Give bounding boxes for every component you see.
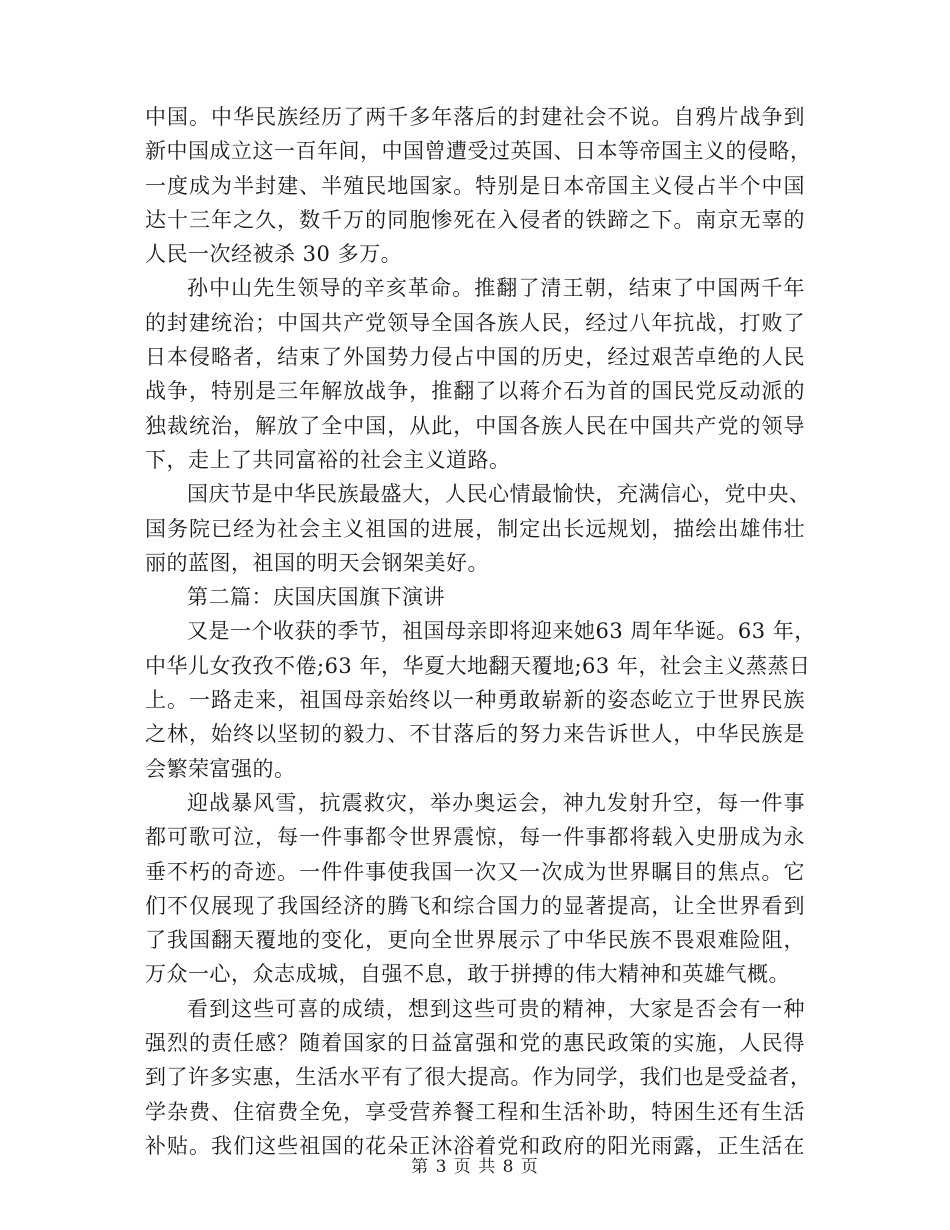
text-line: 一度成为半封建、半殖民地国家。特别是日本帝国主义侵占半个中国 [145, 173, 805, 198]
text-line: 会繁荣富强的。 [145, 756, 296, 781]
text-line: 孙中山先生领导的辛亥革命。推翻了清王朝，结束了中国两千年 [187, 276, 805, 301]
text-line: 国务院已经为社会主义祖国的进展，制定出长远规划，描绘出雄伟壮 [145, 516, 805, 541]
text-line: 又是一个收获的季节，祖国母亲即将迎来她63 周年华诞。63 年， [187, 619, 816, 644]
text-line: 了我国翻天覆地的变化，更向全世界展示了中华民族不畏艰难险阻， [145, 928, 805, 953]
text-line: 看到这些可喜的成绩，想到这些可贵的精神，大家是否会有一种 [187, 996, 805, 1021]
text-line: 的封建统治；中国共产党领导全国各族人民，经过八年抗战，打败了 [145, 310, 805, 335]
text-line: 补贴。我们这些祖国的花朵正沐浴着党和政府的阳光雨露，正生活在 [145, 1133, 805, 1158]
text-line: 都可歌可泣，每一件事都令世界震惊，每一件事都将载入史册成为永 [145, 825, 805, 850]
text-line: 们不仅展现了我国经济的腾飞和综合国力的显著提高，让全世界看到 [145, 893, 805, 918]
text-line: 学杂费、住宿费全免，享受营养餐工程和生活补助，特困生还有生活 [145, 1099, 805, 1124]
text-line: 丽的蓝图，祖国的明天会钢架美好。 [145, 550, 489, 575]
text-line: 战争，特别是三年解放战争，推翻了以蒋介石为首的国民党反动派的 [145, 379, 805, 404]
page-footer: 第 3 页 共 8 页 [411, 1157, 539, 1177]
text-line: 上。一路走来，祖国母亲始终以一种勇敢崭新的姿态屹立于世界民族 [145, 688, 805, 713]
text-line: 独裁统治，解放了全中国，从此，中国各族人民在中国共产党的领导 [145, 413, 805, 438]
text-line: 迎战暴风雪，抗震救灾，举办奥运会，神九发射升空，每一件事 [187, 790, 805, 815]
text-line: 达十三年之久，数千万的同胞惨死在入侵者的铁蹄之下。南京无辜的 [145, 207, 805, 232]
text-line: 万众一心，众志成城，自强不息，敢于拼搏的伟大精神和英雄气概。 [145, 962, 790, 987]
text-line: 之林，始终以坚韧的毅力、不甘落后的努力来告诉世人，中华民族是 [145, 722, 805, 747]
text-line: 第二篇：庆国庆国旗下演讲 [187, 585, 445, 610]
text-line: 下，走上了共同富裕的社会主义道路。 [145, 447, 511, 472]
text-line: 新中国成立这一百年间，中国曾遭受过英国、日本等帝国主义的侵略， [145, 139, 812, 164]
text-line: 人民一次经被杀 30 多万。 [145, 242, 403, 267]
text-line: 强烈的责任感？随着国家的日益富强和党的惠民政策的实施，人民得 [145, 1031, 805, 1056]
text-line: 到了许多实惠，生活水平有了很大提高。作为同学，我们也是受益者， [145, 1065, 812, 1090]
text-line: 垂不朽的奇迹。一件件事使我国一次又一次成为世界瞩目的焦点。它 [145, 859, 805, 884]
text-line: 中华儿女孜孜不倦;63 年，华夏大地翻天覆地;63 年，社会主义蒸蒸日 [145, 653, 811, 678]
text-line: 中国。中华民族经历了两千多年落后的封建社会不说。自鸦片战争到 [145, 105, 805, 129]
document-body [145, 100, 816, 1163]
text-line: 日本侵略者，结束了外国势力侵占中国的历史，经过艰苦卓绝的人民 [145, 345, 805, 370]
text-line: 国庆节是中华民族最盛大，人民心情最愉快，充满信心，党中央、 [187, 482, 811, 507]
